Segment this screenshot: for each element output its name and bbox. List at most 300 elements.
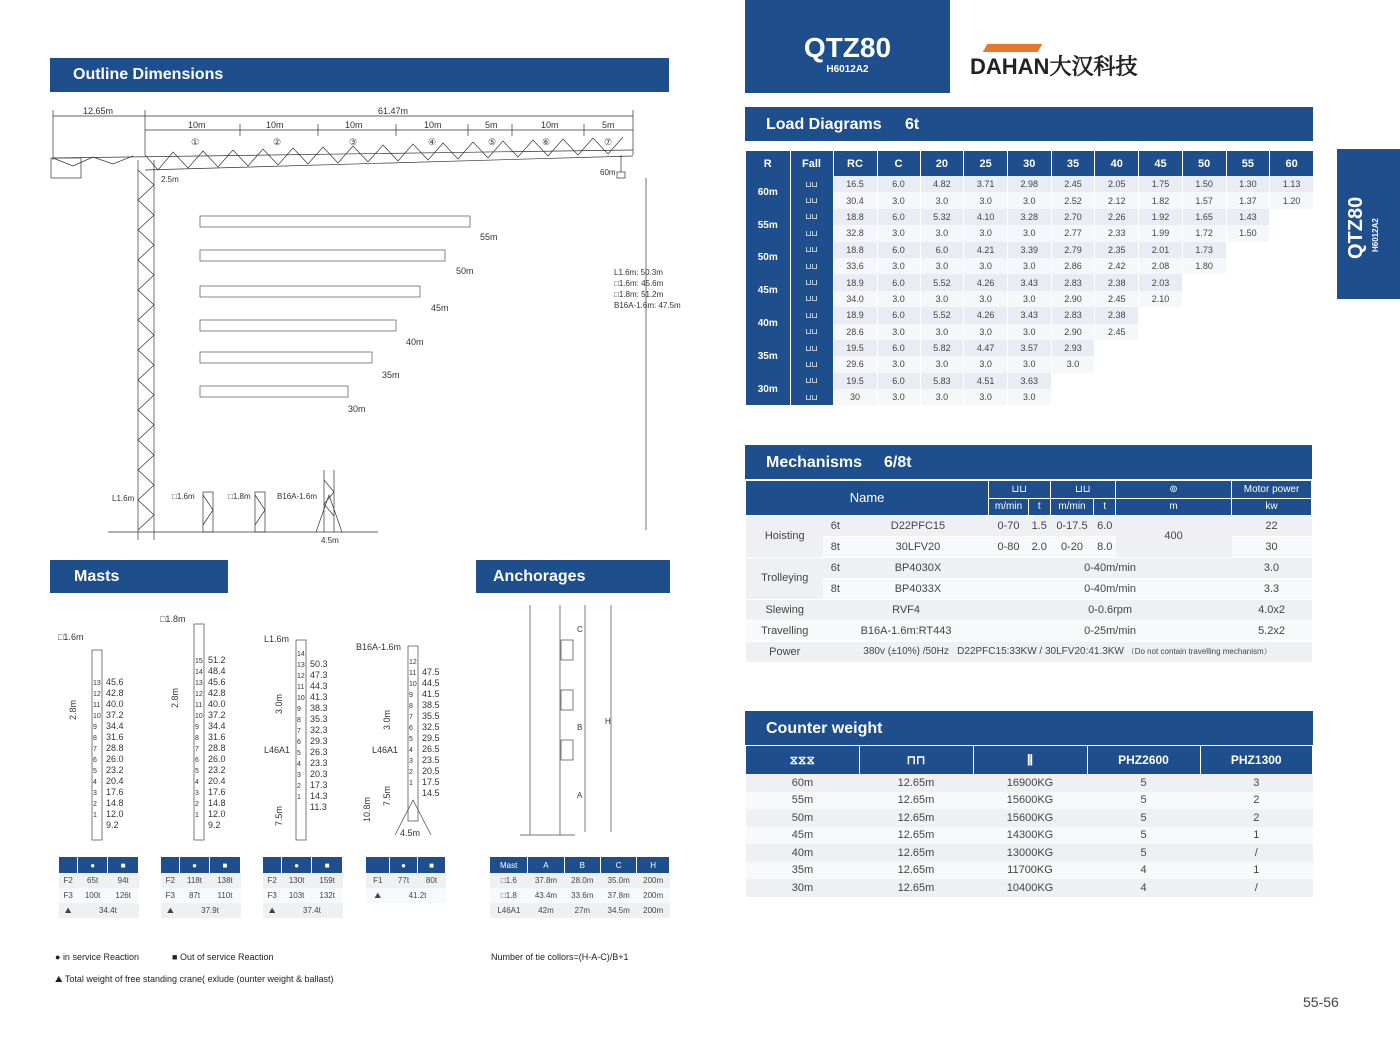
cw-row — [746, 862, 1313, 880]
hdr-motor: Motor power — [1232, 481, 1312, 498]
cw-row — [746, 879, 1313, 897]
load-value: 1.20 — [1270, 192, 1314, 208]
mast-section: 8 — [195, 735, 199, 742]
mast-section: 15 — [195, 658, 203, 665]
cw-row — [746, 827, 1313, 845]
mast-section: 2 — [93, 801, 97, 808]
load-value — [1270, 340, 1314, 356]
load-value: 2.79 — [1051, 242, 1095, 258]
mast-pitch: 3.0m — [274, 693, 284, 714]
load-rc: 29.6 — [833, 356, 877, 372]
mast-section: 3 — [195, 790, 199, 797]
seg-dim: 10m — [541, 120, 559, 130]
load-value: 3.0 — [1007, 258, 1051, 274]
cell: 100t — [77, 888, 108, 903]
mast-pitch3: 10.8m — [362, 796, 372, 822]
mast-section: 7 — [409, 714, 413, 721]
load-c: 3.0 — [877, 225, 920, 241]
seg-dim: 10m — [424, 120, 442, 130]
counter-jib-dim: 12.65m — [83, 106, 114, 116]
mast-height: 45.6 — [106, 677, 124, 687]
legend-in: ● in service Reaction — [55, 952, 139, 962]
mast-section: 11 — [93, 702, 101, 709]
mast-height: 17.3 — [310, 780, 328, 790]
load-value: 3.0 — [920, 389, 964, 405]
base-label: L1.6m — [112, 494, 135, 503]
mast-height: 48.4 — [208, 666, 226, 676]
counter-jib-icon: ⊓⊓ — [859, 746, 973, 774]
cw-cell: 3 — [1200, 774, 1313, 792]
mast-title: L1.6m — [264, 634, 290, 644]
load-rc: 19.5 — [833, 340, 877, 356]
cw-cell: 12.65m — [859, 879, 973, 897]
load-value — [1182, 389, 1226, 405]
cell: F3 — [161, 888, 180, 903]
load-value: 5.52 — [920, 307, 964, 323]
cell: 200m — [637, 873, 670, 888]
load-jib-length: 50m — [746, 242, 790, 275]
mast-height: 38.3 — [310, 703, 328, 713]
load-value — [1270, 389, 1314, 405]
hdr-radius: 50 — [1182, 151, 1226, 176]
mast-height: 50.3 — [310, 659, 328, 669]
load-jib-length: 30m — [746, 373, 790, 406]
hdr-c: C — [877, 151, 920, 176]
load-row — [746, 356, 1314, 372]
mast-section: 2 — [195, 801, 199, 808]
load-value: 4.26 — [964, 307, 1008, 323]
load-value: 1.82 — [1139, 192, 1183, 208]
mast-title: □1.8m — [160, 614, 186, 624]
hdr-radius: 40 — [1095, 151, 1139, 176]
load-value: 1.92 — [1139, 209, 1183, 225]
cell: 118t — [180, 873, 210, 888]
mast-section: 10 — [93, 713, 101, 720]
load-value: 1.72 — [1182, 225, 1226, 241]
mast-section: 7 — [297, 728, 301, 735]
cell: BP4033X — [847, 578, 988, 599]
mast-section: 3 — [297, 772, 301, 779]
mast-section: 7 — [93, 746, 97, 753]
cell: 34.4t — [77, 903, 138, 918]
mast-height: 12.0 — [208, 809, 226, 819]
mast-height: 26.5 — [422, 744, 440, 754]
mast-section: 10 — [297, 695, 305, 702]
load-value: 2.77 — [1051, 225, 1095, 241]
load-value — [1270, 324, 1314, 340]
outline-drawing — [48, 100, 688, 550]
cell: 126t — [108, 888, 139, 903]
mast-height: 26.0 — [106, 754, 124, 764]
row-label: Hoisting — [746, 515, 823, 557]
load-value: 2.01 — [1139, 242, 1183, 258]
cell: 159t — [312, 873, 343, 888]
cw-cell: 55m — [746, 792, 859, 810]
mast-height: 35.3 — [310, 714, 328, 724]
cw-cell: 40m — [746, 844, 859, 862]
mast-sub: L46A1 — [372, 745, 399, 755]
mast-section: 1 — [195, 812, 199, 819]
mast-section: 2 — [297, 783, 301, 790]
seg-num: ③ — [349, 137, 358, 147]
cell: RVF4 — [823, 599, 988, 620]
cell: 37.8m — [600, 888, 636, 903]
load-value — [1095, 356, 1139, 372]
load-title: Load Diagrams — [766, 116, 882, 133]
load-c: 6.0 — [877, 274, 920, 290]
load-value: 2.12 — [1095, 192, 1139, 208]
mast-height: 28.8 — [106, 743, 124, 753]
load-rc: 18.9 — [833, 274, 877, 290]
cw-cell: 45m — [746, 827, 859, 845]
load-value — [1270, 373, 1314, 389]
load-value: 2.26 — [1095, 209, 1139, 225]
load-value — [1226, 274, 1270, 290]
cell: 87t — [180, 888, 210, 903]
mast-section: 5 — [195, 768, 199, 775]
fall-icon: ⊔⊔ — [790, 242, 833, 258]
cw-table — [746, 746, 1313, 897]
fall-icon: ⊔⊔ — [790, 258, 833, 274]
mast-height: 9.2 — [106, 820, 119, 830]
hdr-m: m — [1116, 498, 1232, 515]
config-50: 50m — [456, 266, 474, 276]
load-value: 5.83 — [920, 373, 964, 389]
load-c: 3.0 — [877, 258, 920, 274]
load-value — [1182, 356, 1226, 372]
base-label: □1.8m — [228, 492, 251, 501]
mast-pitch: 3.0m — [382, 709, 392, 730]
cell: F3 — [263, 888, 281, 903]
load-c: 6.0 — [877, 209, 920, 225]
cw-cell: 12.65m — [859, 827, 973, 845]
load-value — [1182, 373, 1226, 389]
mast-height: 44.5 — [422, 678, 440, 688]
load-value: 1.43 — [1226, 209, 1270, 225]
cell: 30LFV20 — [847, 536, 988, 557]
load-value — [1139, 373, 1183, 389]
cell: 37.8m — [528, 873, 564, 888]
mast-section: 6 — [409, 725, 413, 732]
load-value: 3.0 — [1007, 389, 1051, 405]
cw-cell: 12.65m — [859, 774, 973, 792]
drum-icon: ⊚ — [1116, 481, 1232, 498]
mast-section: 4 — [297, 761, 301, 768]
hdr-r: R — [746, 151, 790, 176]
load-value: 2.10 — [1139, 291, 1183, 307]
height-sq16: □1.6m: 45.6m — [614, 279, 664, 288]
load-value: 2.83 — [1051, 274, 1095, 290]
seg-num: ⑦ — [604, 137, 613, 147]
load-value: 1.73 — [1182, 242, 1226, 258]
mast-height: 11.3 — [310, 802, 327, 812]
masts-title: Masts — [74, 568, 120, 585]
mast-height: 9.2 — [208, 820, 221, 830]
load-value: 4.10 — [964, 209, 1008, 225]
hdr: H — [637, 857, 670, 873]
mast-section: 8 — [297, 717, 301, 724]
load-value — [1226, 258, 1270, 274]
model-title: QTZ80 — [803, 32, 892, 63]
load-value: 3.43 — [1007, 274, 1051, 290]
load-c: 3.0 — [877, 291, 920, 307]
load-c: 3.0 — [877, 389, 920, 405]
cell: 3.0 — [1232, 557, 1312, 578]
hdr-rc: RC — [833, 151, 877, 176]
load-value: 2.52 — [1051, 192, 1095, 208]
load-value — [1270, 291, 1314, 307]
seg-dim: 5m — [485, 120, 498, 130]
load-row — [746, 307, 1314, 323]
legend-text: in service Reaction — [62, 952, 139, 962]
load-row — [746, 373, 1314, 389]
cell: 28.0m — [564, 873, 600, 888]
cell: 2.0 — [1028, 536, 1050, 557]
hdr-t: t — [1094, 498, 1116, 515]
mast-section: 10 — [195, 713, 203, 720]
side-model: QTZ80 — [1345, 196, 1367, 259]
mast-height: 23.2 — [106, 765, 124, 775]
load-value: 3.0 — [920, 291, 964, 307]
mast-height: 28.8 — [208, 743, 226, 753]
mast-section: 1 — [297, 794, 301, 801]
base-width: 4.5m — [321, 536, 339, 545]
cw-cell: 15600KG — [973, 809, 1087, 827]
mast-height: 35.5 — [422, 711, 440, 721]
mast-section: 12 — [93, 691, 101, 698]
load-value — [1270, 356, 1314, 372]
load-value: 2.45 — [1051, 176, 1095, 192]
cell: 400 — [1116, 515, 1232, 557]
seg-dim: 10m — [188, 120, 206, 130]
load-value: 3.0 — [964, 389, 1008, 405]
cell: □1.8 — [490, 888, 528, 903]
mast-section: 3 — [409, 758, 413, 765]
load-value: 1.50 — [1182, 176, 1226, 192]
mech-title-bar — [745, 445, 1312, 479]
load-value — [1270, 274, 1314, 290]
load-value — [1095, 389, 1139, 405]
cw-cell: 2 — [1200, 809, 1313, 827]
cw-cell: 16900KG — [973, 774, 1087, 792]
load-row — [746, 389, 1314, 405]
mast-table: ● ■ F2 65t 94t F3 100t 126t ⛰ 34.4t — [59, 857, 139, 918]
load-value: 3.0 — [920, 324, 964, 340]
load-value: 2.86 — [1051, 258, 1095, 274]
mast-height: 31.6 — [208, 732, 226, 742]
mast-height: 23.3 — [310, 758, 328, 768]
mast-height: 17.6 — [106, 787, 124, 797]
load-value: 6.0 — [920, 242, 964, 258]
mast-section: 13 — [297, 662, 305, 669]
cw-cell: 12.65m — [859, 844, 973, 862]
fall-icon: ⊔⊔ — [790, 389, 833, 405]
mast-height: 23.2 — [208, 765, 226, 775]
load-c: 6.0 — [877, 340, 920, 356]
load-value — [1182, 324, 1226, 340]
mast-height: 34.4 — [106, 721, 124, 731]
hook-icon: ⊔⊔ — [1050, 481, 1116, 498]
load-jib-length: 60m — [746, 176, 790, 209]
row-label: Power — [746, 641, 823, 662]
mast-height: 14.8 — [208, 798, 226, 808]
mast-sub: L46A1 — [264, 745, 291, 755]
hdr-radius: 20 — [920, 151, 964, 176]
cw-cell: 1 — [1200, 827, 1313, 845]
mast-height: 29.3 — [310, 736, 328, 746]
load-value — [1226, 324, 1270, 340]
mast-height: 20.4 — [106, 776, 124, 786]
load-value — [1139, 356, 1183, 372]
load-rc: 34.0 — [833, 291, 877, 307]
load-value: 3.0 — [1007, 324, 1051, 340]
load-jib-length: 45m — [746, 274, 790, 307]
mast-height: 41.5 — [422, 689, 440, 699]
cell: 33.6m — [564, 888, 600, 903]
seg-dim: 10m — [266, 120, 284, 130]
cw-cell: 5 — [1087, 792, 1200, 810]
load-value: 5.32 — [920, 209, 964, 225]
load-value: 1.37 — [1226, 192, 1270, 208]
load-value: 3.0 — [964, 291, 1008, 307]
load-rc: 30 — [833, 389, 877, 405]
anch-label: C — [577, 625, 583, 634]
hdr-name: Name — [746, 481, 989, 515]
cell: 37.4t — [281, 903, 342, 918]
hdr-kw: kw — [1232, 498, 1312, 515]
mast-section: 2 — [409, 769, 413, 776]
mast-height: 42.8 — [106, 688, 124, 698]
load-value: 4.51 — [964, 373, 1008, 389]
mast-section: 14 — [195, 669, 203, 676]
mast-height: 14.8 — [106, 798, 124, 808]
mech-cap: 6/8t — [884, 454, 912, 471]
load-rc: 30.4 — [833, 192, 877, 208]
load-rc: 18.9 — [833, 307, 877, 323]
brand-logo — [970, 50, 1137, 81]
cw-row — [746, 809, 1313, 827]
load-cap: 6t — [905, 116, 920, 133]
cell: 0-17.5 — [1050, 515, 1094, 536]
mast-section: 11 — [195, 702, 203, 709]
load-value: 4.21 — [964, 242, 1008, 258]
load-value: 3.0 — [1051, 356, 1095, 372]
cell: 77t — [390, 873, 418, 888]
load-value — [1270, 242, 1314, 258]
cell: 80t — [417, 873, 445, 888]
load-rc: 16.5 — [833, 176, 877, 192]
row-label: Travelling — [746, 620, 823, 641]
masts-title-bar — [50, 560, 228, 593]
row-label: Slewing — [746, 599, 823, 620]
cell: 200m — [637, 903, 670, 918]
mast-section: 6 — [297, 739, 301, 746]
load-value — [1270, 307, 1314, 323]
cell: B16A-1.6m:RT443 — [823, 620, 988, 641]
load-jib-length: 35m — [746, 340, 790, 373]
mast-height: 44.3 — [310, 681, 328, 691]
mast-title: □1.6m — [58, 632, 84, 642]
cell: 8t — [823, 578, 847, 599]
load-value — [1182, 340, 1226, 356]
load-value: 1.50 — [1226, 225, 1270, 241]
cell: F3 — [59, 888, 77, 903]
fall-icon: ⊔⊔ — [790, 291, 833, 307]
cw-cell: / — [1200, 879, 1313, 897]
load-value: 4.82 — [920, 176, 964, 192]
load-value — [1270, 258, 1314, 274]
mast-height: 40.0 — [106, 699, 124, 709]
cell: 42m — [528, 903, 564, 918]
mast-height: 47.3 — [310, 670, 328, 680]
cw-cell: 14300KG — [973, 827, 1087, 845]
load-value — [1051, 389, 1095, 405]
cell: 0-0.6rpm — [989, 599, 1232, 620]
load-value: 1.75 — [1139, 176, 1183, 192]
hdr-mmin: m/min — [1050, 498, 1094, 515]
cw-cell: 5 — [1087, 827, 1200, 845]
cell: 5.2x2 — [1232, 620, 1312, 641]
load-c: 3.0 — [877, 324, 920, 340]
config-55: 55m — [480, 232, 498, 242]
mast-section: 5 — [93, 768, 97, 775]
cell: 22 — [1232, 515, 1312, 536]
load-value — [1226, 340, 1270, 356]
mast-base: 4.5m — [400, 828, 421, 838]
cell: 138t — [209, 873, 240, 888]
cell: 200m — [637, 888, 670, 903]
load-value: 2.33 — [1095, 225, 1139, 241]
load-value — [1226, 356, 1270, 372]
load-value: 3.0 — [920, 356, 964, 372]
mast-height: 34.4 — [208, 721, 226, 731]
brand-text: DAHAN大汉科技 — [970, 54, 1138, 79]
load-c: 3.0 — [877, 356, 920, 372]
load-value: 2.38 — [1095, 274, 1139, 290]
hoist-icon: ⊔⊔ — [989, 481, 1050, 498]
cw-cell: 4 — [1087, 862, 1200, 880]
legend-total: ⛰ Total weight of free standing crane( exlude (ounter weight & ballast) — [55, 974, 334, 984]
load-value: 2.90 — [1051, 291, 1095, 307]
load-value: 5.52 — [920, 274, 964, 290]
power-kw: D22PFC15:33KW / 30LFV20:41.3KW — [957, 646, 1124, 657]
mast-height: 12.0 — [106, 809, 124, 819]
load-row — [746, 242, 1314, 258]
mast-height: 26.3 — [310, 747, 328, 757]
mast-section: 12 — [409, 659, 417, 666]
load-value: 1.30 — [1226, 176, 1270, 192]
load-value: 3.57 — [1007, 340, 1051, 356]
anch-label: A — [577, 791, 583, 800]
mast-section: 4 — [195, 779, 199, 786]
load-value: 2.08 — [1139, 258, 1183, 274]
seg-num: ② — [273, 137, 282, 147]
load-value — [1051, 373, 1095, 389]
page-number: 55-56 — [1303, 994, 1339, 1010]
mast-height: 26.0 — [208, 754, 226, 764]
mast-height: 38.5 — [422, 700, 440, 710]
load-value: 2.38 — [1095, 307, 1139, 323]
load-value — [1139, 307, 1183, 323]
fall-icon: ⊔⊔ — [790, 373, 833, 389]
load-value: 3.0 — [964, 324, 1008, 340]
mast-section: 9 — [409, 692, 413, 699]
load-row — [746, 192, 1314, 208]
masts-drawing — [50, 610, 470, 850]
load-value: 3.0 — [1007, 225, 1051, 241]
mast-section: 4 — [409, 747, 413, 754]
cw-row — [746, 844, 1313, 862]
